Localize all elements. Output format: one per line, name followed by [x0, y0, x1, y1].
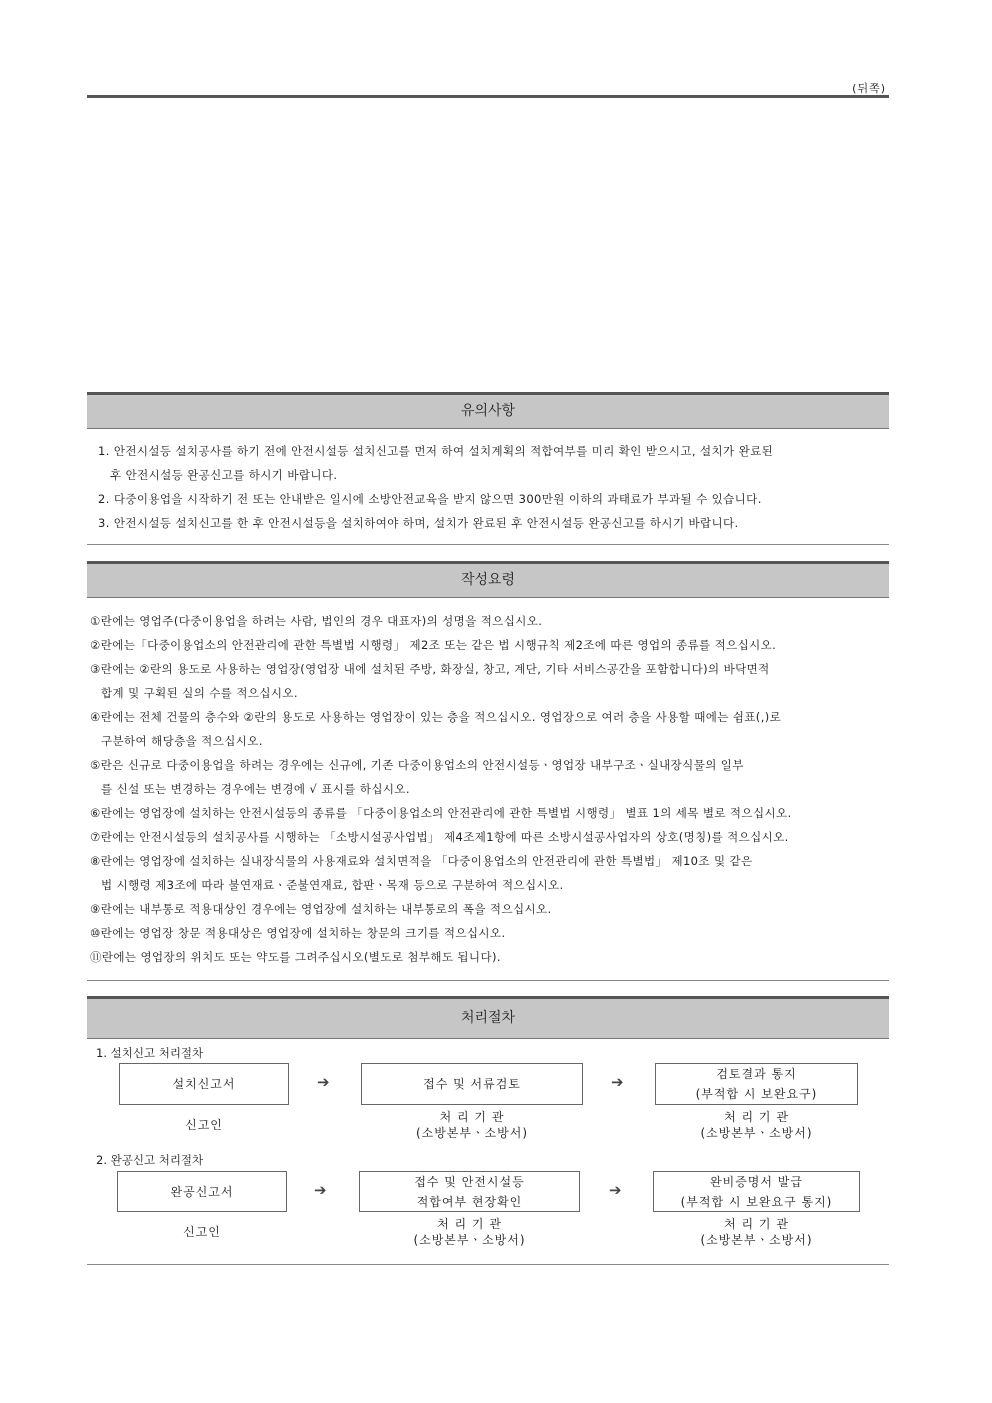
flow1-actor-agency-2: [655, 1109, 858, 1141]
flow2-box-inspection: [359, 1171, 580, 1212]
notes-title: 유의사항: [460, 403, 516, 419]
guide-line-10: ⑩란에는 영업장 창문 적용대상은 영업장에 설치하는 창문의 크기를 적으십시오.: [90, 926, 506, 940]
flow1-label: 1. 설치신고 처리절차: [96, 1046, 204, 1060]
flow2-actor-agency-line1: 처 리 기 관: [437, 1217, 502, 1231]
guide-line-2: ②란에는「다중이용업소의 안전관리에 관한 특별법 시행령」 제2조 또는 같은 법 시행규칙 제2조에 따른 영업의 종류를 적으십시오.: [90, 638, 777, 652]
page-side-label: (뒤쪽): [852, 82, 886, 95]
flow1-actor-applicant-text: 신고인: [185, 1118, 223, 1132]
flow2-box-certificate-line2: (부적합 시 보완요구 통지): [680, 1194, 833, 1209]
flow1-actor-agency-line2: (소방본부ㆍ소방서): [415, 1126, 529, 1140]
flow2-actor-applicant-text: 신고인: [183, 1225, 221, 1239]
flow1-actor-agency: [361, 1109, 583, 1141]
flow2-label: 2. 완공신고 처리절차: [96, 1153, 204, 1167]
flow1-actor-agency-2-line1: 처 리 기 관: [724, 1110, 789, 1124]
flow1-box-result-line1: 검토결과 통지: [716, 1067, 797, 1081]
notes-line-2: 2. 다중이용업을 시작하기 전 또는 안내받은 일시에 소방안전교육을 받지 않으면 300만원 이하의 과태료가 부과될 수 있습니다.: [98, 492, 762, 506]
guide-header: [87, 561, 889, 598]
flow2-box-inspection-line2: 적합여부 현장확인: [416, 1194, 523, 1209]
guide-line-6: ⑥란에는 영업장에 설치하는 안전시설등의 종류를 「다중이용업소의 안전관리에 관한 특별법 시행령」 별표 1의 세목 별로 적으십시오.: [90, 806, 792, 820]
flow1-actor-applicant: [119, 1117, 289, 1133]
flow2-arrow-1-icon: ➔: [314, 1181, 327, 1199]
procedure-header: [87, 996, 889, 1039]
flow2-actor-agency-2-line2: (소방본부ㆍ소방서): [700, 1233, 813, 1247]
guide-line-7: ⑦란에는 안전시설등의 설치공사를 시행하는 「소방시설공사업법」 제4조제1항에 따른 소방시설공사업자의 상호(명칭)를 적으십시오.: [90, 830, 789, 844]
guide-line-5-cont: 를 신설 또는 변경하는 경우에는 변경에 √ 표시를 하십시오.: [101, 782, 410, 796]
flow1-box-review: [361, 1063, 583, 1105]
flow1-box-result: [655, 1063, 858, 1105]
flow1-actor-agency-2-line2: (소방본부ㆍ소방서): [700, 1126, 813, 1140]
flow1-arrow-1-icon: ➔: [317, 1073, 330, 1091]
flow1-box-report-text: 설치신고서: [172, 1077, 236, 1091]
flow2-box-certificate: [653, 1171, 860, 1212]
guide-line-9: ⑨란에는 내부통로 적용대상인 경우에는 영업장에 설치하는 내부통로의 폭을 적으십시오.: [90, 902, 552, 916]
top-divider: [87, 95, 889, 98]
guide-line-11: ⑪란에는 영업장의 위치도 또는 약도를 그려주십시오(별도로 첨부해도 됩니다).: [90, 950, 501, 964]
flow2-box-inspection-line1: 접수 및 안전시설등: [414, 1174, 525, 1189]
guide-bottom-rule: [87, 980, 889, 981]
flow2-arrow-2-icon: ➔: [609, 1181, 622, 1199]
guide-line-4: ④란에는 전체 건물의 층수와 ②란의 용도로 사용하는 영업장이 있는 층을 적으십시오. 영업장으로 여러 층을 사용할 때에는 쉼표(,)로: [90, 710, 782, 724]
notes-line-1: 1. 안전시설등 설치공사를 하기 전에 안전시설등 설치신고를 먼저 하여 설치계획의 적합여부를 미리 확인 받으시고, 설치가 완료된: [98, 444, 774, 458]
flow2-actor-agency: [359, 1216, 580, 1248]
guide-title: 작성요령: [460, 572, 516, 588]
procedure-bottom-rule: [87, 1264, 889, 1265]
flow1-box-review-text: 접수 및 서류검토: [423, 1077, 521, 1091]
notes-line-3: 3. 안전시설등 설치신고를 한 후 안전시설등을 설치하여야 하며, 설치가 완료된 후 안전시설등 완공신고를 하시기 바랍니다.: [98, 516, 739, 530]
guide-line-3-cont: 합계 및 구획된 실의 수를 적으십시오.: [101, 686, 298, 700]
guide-line-5: ⑤란은 신규로 다중이용업을 하려는 경우에는 신규에, 기존 다중이용업소의 안전시설등ㆍ영업장 내부구조ㆍ실내장식물의 일부: [90, 758, 744, 772]
guide-line-3: ③란에는 ②란의 용도로 사용하는 영업장(영업장 내에 설치된 주방, 화장실, 창고, 계단, 기타 서비스공간을 포함합니다)의 바닥면적: [90, 662, 770, 676]
notes-header: [87, 392, 889, 429]
flow1-actor-agency-line1: 처 리 기 관: [439, 1110, 505, 1124]
flow2-box-report: [117, 1171, 287, 1212]
flow2-actor-agency-line2: (소방본부ㆍ소방서): [413, 1233, 526, 1247]
flow2-actor-agency-2: [653, 1216, 860, 1248]
flow1-arrow-2-icon: ➔: [611, 1073, 624, 1091]
procedure-title: 처리절차: [460, 1010, 516, 1026]
guide-line-4-cont: 구분하여 해당층을 적으십시오.: [101, 734, 263, 748]
notes-bottom-rule: [87, 544, 889, 545]
guide-line-1: ①란에는 영업주(다중이용업을 하려는 사람, 법인의 경우 대표자)의 성명을 적으십시오.: [90, 614, 543, 628]
flow2-actor-applicant: [117, 1224, 287, 1240]
notes-line-1-cont: 후 안전시설등 완공신고를 하시기 바랍니다.: [110, 468, 338, 482]
flow2-box-report-text: 완공신고서: [170, 1184, 234, 1199]
flow1-box-result-line2: (부적합 시 보완요구): [695, 1087, 818, 1101]
flow2-actor-agency-2-line1: 처 리 기 관: [724, 1217, 789, 1231]
flow1-box-report: [119, 1063, 289, 1105]
guide-line-8: ⑧란에는 영업장에 설치하는 실내장식물의 사용재료와 설치면적을 「다중이용업소의 안전관리에 관한 특별법」 제10조 및 같은: [90, 854, 753, 868]
flow2-box-certificate-line1: 완비증명서 발급: [710, 1174, 803, 1189]
guide-line-8-cont: 법 시행령 제3조에 따라 불연재료ㆍ준불연재료, 합판ㆍ목재 등으로 구분하여 적으십시오.: [101, 878, 564, 892]
